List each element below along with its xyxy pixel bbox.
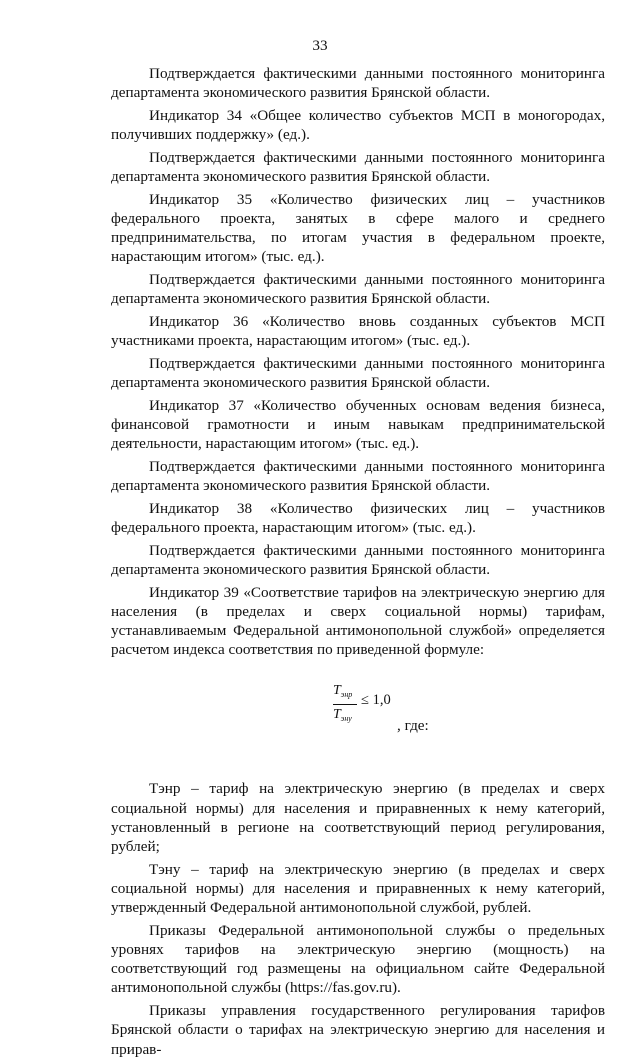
paragraph: Подтверждается фактическими данными постоянного мониторинга департамента экономического развития Брянской области. [111, 148, 605, 186]
paragraph: Индикатор 36 «Количество вновь созданных субъектов МСП участниками проекта, нарастающим итогом» (тыс. ед.). [111, 312, 605, 350]
fraction-bar [333, 704, 357, 705]
paragraph: Подтверждается фактическими данными постоянного мониторинга департамента экономического развития Брянской области. [111, 457, 605, 495]
paragraph: Подтверждается фактическими данными постоянного мониторинга департамента экономического развития Брянской области. [111, 271, 605, 308]
numerator-subscript: энр [340, 690, 353, 700]
paragraph: Тэну – тариф на электрическую энергию (в пределах и сверх социальной нормы) для населения и приравненных к нему категорий, утвержденный Федеральной антимонопольной службой, рублей. [111, 860, 605, 917]
formula-fraction [333, 683, 357, 727]
formula [111, 683, 605, 743]
paragraph: Индикатор 37 «Количество обученных основам ведения бизнеса, финансовой грамотности и иным навыкам предпринимательской деятельности, нарастающим итогом» (тыс. ед.). [111, 396, 605, 453]
paragraph: Подтверждается фактическими данными постоянного мониторинга департамента экономического развития Брянской области. [111, 354, 605, 392]
formula-relation: ≤ 1,0 [361, 692, 391, 709]
paragraph: Приказы управления государственного регулирования тарифов Брянской области о тарифах на электрическую энергию для населения и прирав- [111, 1002, 605, 1058]
paragraph: Тэнр – тариф на электрическую энергию (в пределах и сверх социальной нормы) для населения и приравненных к нему категорий, установленный в регионе на соответствующий период регулирования, рублей; [111, 780, 605, 855]
formula-numerator [333, 683, 357, 703]
denominator-subscript: эну [340, 714, 352, 724]
formula-denominator [333, 707, 357, 727]
paragraph: Индикатор 38 «Количество физических лиц – участников федерального проекта, нарастающим итогом» (тыс. ед.). [111, 499, 605, 536]
denominator-symbol: T [333, 707, 341, 723]
paragraph: Подтверждается фактическими данными постоянного мониторинга департамента экономического развития Брянской области. [111, 65, 605, 102]
page-number: 33 [312, 37, 328, 54]
paragraph: Приказы Федеральной антимонопольной службы о предельных уровнях тарифов на электрическую энергию (мощность) на соответствующий год размещены на официальном сайте Федеральной антимонопольной службы (https://fas.gov.ru). [111, 921, 605, 997]
paragraph: Индикатор 34 «Общее количество субъектов МСП в моногородах, получивших поддержку» (ед.). [111, 106, 605, 144]
paragraph: Подтверждается фактическими данными постоянного мониторинга департамента экономического развития Брянской области. [111, 541, 605, 578]
paragraph: Индикатор 39 «Соответствие тарифов на электрическую энергию для населения (в пределах и сверх социальной нормы) тарифам, устанавливаемым Федеральной антимонопольной службой» определяется расчетом индекса соответствия по приведенной формуле: [111, 583, 605, 659]
paragraph: Индикатор 35 «Количество физических лиц – участников федерального проекта, занятых в сфере малого и среднего предпринимательства, по итогам участия в федеральном проекте, нарастающим итогом» (тыс. ед.). [111, 190, 605, 266]
formula-suffix: , где: [397, 717, 429, 735]
document-body [111, 64, 605, 1062]
numerator-symbol: T [333, 683, 341, 699]
